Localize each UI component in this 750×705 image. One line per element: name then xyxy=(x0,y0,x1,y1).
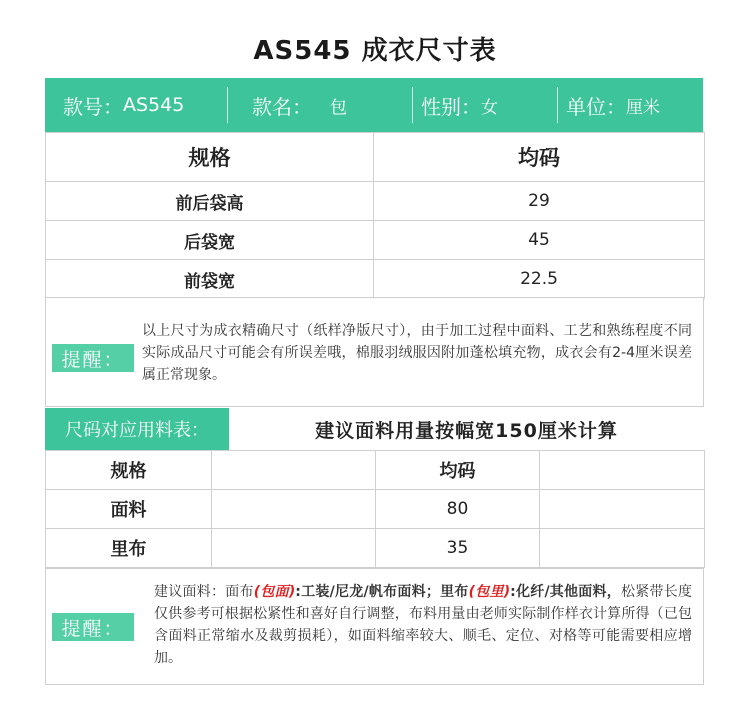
empty-cell xyxy=(212,529,376,568)
table-row xyxy=(46,529,705,568)
row-value: 35 xyxy=(376,529,540,568)
col-size-header: 均码 xyxy=(374,133,705,182)
style-name-value: 包 xyxy=(330,97,347,118)
col-spec-header: 规格 xyxy=(46,133,374,182)
style-no-label: 款号： xyxy=(63,94,123,119)
notice-text-2 xyxy=(154,581,692,669)
empty-cell xyxy=(212,451,376,490)
row-name: 前后袋高 xyxy=(46,182,374,221)
material-section-label: 尺码对应用料表： xyxy=(45,408,229,450)
gender-cell xyxy=(413,78,557,132)
notice2-highlight: (包里) xyxy=(468,584,511,600)
style-name-cell xyxy=(228,78,412,132)
material-table-header xyxy=(46,451,705,490)
gender-value: 女 xyxy=(481,97,498,118)
unit-cell xyxy=(558,78,702,132)
material-section-note: 建议面料用量按幅宽150厘米计算 xyxy=(315,419,618,442)
size-table xyxy=(45,132,705,299)
style-no-cell xyxy=(45,78,227,132)
row-name: 面料 xyxy=(46,490,212,529)
notice2-highlight: (包面) xyxy=(253,584,296,600)
notice-box-1 xyxy=(45,297,704,407)
notice-text-1: 以上尺寸为成衣精确尺寸（纸样净版尺寸），由于加工过程中面料、工艺和熟练程度不同实际成品尺寸可能会有所误差哦，棉服羽绒服因附加蓬松填充物，成衣会有2-4厘米误差属正常现象。 xyxy=(142,323,692,383)
row-name: 前袋宽 xyxy=(46,260,374,299)
row-name: 后袋宽 xyxy=(46,221,374,260)
table-row xyxy=(46,221,705,260)
notice-badge-2: 提醒： xyxy=(52,613,134,641)
row-value: 80 xyxy=(376,490,540,529)
notice-badge-1: 提醒： xyxy=(52,344,134,372)
material-table xyxy=(45,450,705,568)
style-no-value: AS545 xyxy=(123,94,185,116)
gender-label: 性别： xyxy=(421,94,481,119)
material-section-bar xyxy=(45,408,704,450)
notice2-part: :化纤/其他面料， xyxy=(510,584,622,600)
style-name-label: 款名： xyxy=(252,94,312,119)
empty-cell xyxy=(540,490,705,529)
empty-cell xyxy=(540,529,705,568)
header-bar xyxy=(45,78,703,132)
unit-label: 单位： xyxy=(566,94,626,119)
row-value: 22.5 xyxy=(374,260,705,299)
notice2-part: 松紧带长度仅供参考可根据松紧性和喜好自行调整，布料用量由老师实际制作样衣计算所得（已包含面料正常缩水及裁剪损耗），如面料缩率较大、顺毛、定位、对格等可能需要相应增加。 xyxy=(154,584,693,666)
notice2-part: 建议面料：面布 xyxy=(154,584,254,600)
unit-value: 厘米 xyxy=(626,97,660,118)
row-name: 里布 xyxy=(46,529,212,568)
table-row xyxy=(46,260,705,299)
notice2-part: :工装/尼龙/帆布面料；里布 xyxy=(295,584,469,600)
table-row xyxy=(46,490,705,529)
page-title: AS545 成衣尺寸表 xyxy=(253,36,497,66)
table-row xyxy=(46,182,705,221)
row-value: 29 xyxy=(374,182,705,221)
col-size-header: 均码 xyxy=(376,451,540,490)
row-value: 45 xyxy=(374,221,705,260)
empty-cell xyxy=(540,451,705,490)
notice-box-2 xyxy=(45,568,704,685)
empty-cell xyxy=(212,490,376,529)
col-spec-header: 规格 xyxy=(46,451,212,490)
size-table-header xyxy=(46,133,705,182)
